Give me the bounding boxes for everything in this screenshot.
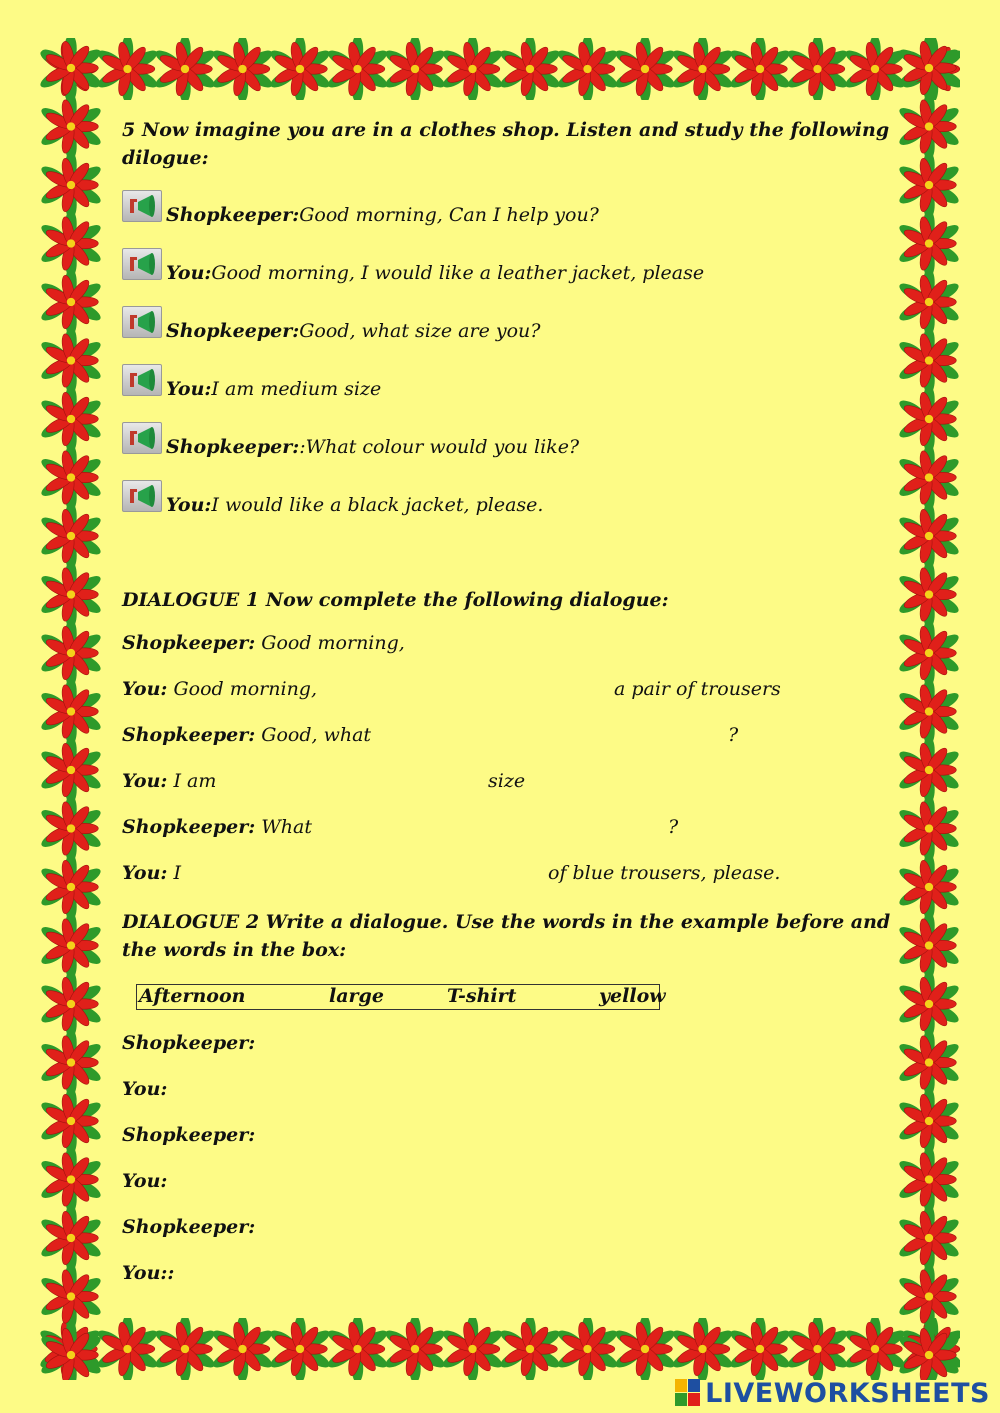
poinsettia-flower-icon: [898, 1029, 960, 1097]
poinsettia-flower-icon: [613, 1318, 677, 1380]
poinsettia-flower-icon: [898, 970, 960, 1038]
poinsettia-flower-icon: [898, 912, 960, 980]
poinsettia-flower-icon: [40, 444, 102, 512]
poinsettia-flower-icon: [40, 736, 102, 804]
poinsettia-flower-icon: [898, 268, 960, 336]
example-text: I would like a black jacket, please.: [211, 494, 544, 516]
dialogue-1-tail: size: [488, 770, 526, 792]
example-line-3: [122, 306, 540, 342]
poinsettia-flower-icon: [555, 1318, 619, 1380]
megaphone-icon[interactable]: [122, 364, 162, 396]
poinsettia-flower-icon: [40, 970, 102, 1038]
poinsettia-flower-icon: [898, 1146, 960, 1214]
poinsettia-flower-icon: [670, 38, 734, 100]
poinsettia-border-top: [40, 38, 960, 100]
dialogue-1-line: [122, 632, 405, 654]
poinsettia-flower-icon: [268, 38, 332, 100]
example-text: Good, what size are you?: [299, 320, 541, 342]
poinsettia-flower-icon: [95, 1318, 159, 1380]
poinsettia-flower-icon: [898, 210, 960, 278]
word-box: [136, 984, 666, 1010]
poinsettia-flower-icon: [40, 268, 102, 336]
example-text: Good morning, I would like a leather jacket, please: [211, 262, 705, 284]
dialogue-1-speaker: You:: [122, 770, 168, 792]
poinsettia-flower-icon: [153, 1318, 217, 1380]
poinsettia-flower-icon: [670, 1318, 734, 1380]
example-line-6: [122, 480, 543, 516]
example-text: I am medium size: [211, 378, 382, 400]
poinsettia-flower-icon: [40, 93, 102, 161]
word-box-item: large: [329, 985, 384, 1007]
poinsettia-flower-icon: [898, 502, 960, 570]
dialogue-1-text: What: [255, 816, 313, 838]
example-line-2: [122, 248, 704, 284]
poinsettia-flower-icon: [40, 1204, 102, 1272]
dialogue-1-tail: a pair of trousers: [614, 678, 781, 700]
poinsettia-flower-icon: [40, 561, 102, 629]
example-text: Good morning, Can I help you?: [299, 204, 599, 226]
dialogue-1-tail: ?: [728, 724, 739, 746]
poinsettia-flower-icon: [95, 38, 159, 100]
poinsettia-flower-icon: [325, 38, 389, 100]
word-box-item: Afternoon: [139, 985, 246, 1007]
poinsettia-flower-icon: [325, 1318, 389, 1380]
poinsettia-border-bottom: [40, 1318, 960, 1380]
dialogue-1-speaker: Shopkeeper:: [122, 632, 256, 654]
example-speaker: You:: [166, 262, 212, 284]
dialogue-2-speaker: Shopkeeper:: [122, 1032, 256, 1054]
poinsettia-flower-icon: [613, 38, 677, 100]
poinsettia-flower-icon: [898, 619, 960, 687]
poinsettia-flower-icon: [268, 1318, 332, 1380]
example-speaker: You:: [166, 494, 212, 516]
dialogue-1-line: [122, 724, 912, 746]
poinsettia-flower-icon: [898, 93, 960, 161]
example-line-4: [122, 364, 381, 400]
dialogue-2-speaker: You:: [122, 1170, 168, 1192]
poinsettia-flower-icon: [40, 385, 102, 453]
example-speaker: You:: [166, 378, 212, 400]
poinsettia-flower-icon: [383, 38, 447, 100]
megaphone-icon[interactable]: [122, 480, 162, 512]
poinsettia-flower-icon: [898, 1087, 960, 1155]
poinsettia-flower-icon: [785, 38, 849, 100]
poinsettia-flower-icon: [40, 678, 102, 746]
dialogue-1-text: Good morning,: [167, 678, 318, 700]
example-line-5: [122, 422, 579, 458]
poinsettia-flower-icon: [898, 444, 960, 512]
poinsettia-flower-icon: [728, 1318, 792, 1380]
dialogue-1-line: [122, 862, 912, 884]
example-speaker: Shopkeeper:: [166, 320, 300, 342]
megaphone-icon[interactable]: [122, 248, 162, 280]
dialogue-1-text: I am: [167, 770, 217, 792]
dialogue-1-text: Good morning,: [255, 632, 405, 654]
word-box-item: T-shirt: [447, 985, 517, 1007]
dialogue-1-speaker: Shopkeeper:: [122, 724, 256, 746]
poinsettia-flower-icon: [898, 561, 960, 629]
example-line-1: [122, 190, 599, 226]
exercise-heading: 5 Now imagine you are in a clothes shop. Listen and study the following dilogue:: [122, 119, 890, 169]
dialogue-1-title: DIALOGUE 1 Now complete the following dialogue:: [122, 589, 669, 611]
poinsettia-flower-icon: [40, 327, 102, 395]
poinsettia-flower-icon: [440, 38, 504, 100]
poinsettia-flower-icon: [40, 619, 102, 687]
poinsettia-flower-icon: [40, 502, 102, 570]
poinsettia-flower-icon: [40, 1029, 102, 1097]
poinsettia-flower-icon: [40, 210, 102, 278]
megaphone-icon[interactable]: [122, 422, 162, 454]
poinsettia-flower-icon: [40, 1263, 102, 1331]
poinsettia-border-right: [898, 38, 960, 1380]
liveworksheets-logo-icon: [675, 1379, 701, 1407]
megaphone-icon[interactable]: [122, 306, 162, 338]
dialogue-1-line: [122, 678, 912, 700]
dialogue-1-tail: ?: [668, 816, 679, 838]
poinsettia-flower-icon: [383, 1318, 447, 1380]
poinsettia-flower-icon: [40, 38, 102, 102]
word-box-item: yellow: [599, 985, 666, 1007]
example-speaker: Shopkeeper:: [166, 204, 300, 226]
poinsettia-flower-icon: [440, 1318, 504, 1380]
poinsettia-flower-icon: [40, 1087, 102, 1155]
dialogue-1-line: [122, 816, 912, 838]
dialogue-1-speaker: You:: [122, 862, 168, 884]
poinsettia-flower-icon: [898, 385, 960, 453]
dialogue-2-speaker: Shopkeeper:: [122, 1216, 256, 1238]
liveworksheets-logo[interactable]: [675, 1377, 990, 1409]
dialogue-1-line: [122, 770, 912, 792]
megaphone-icon[interactable]: [122, 190, 162, 222]
dialogue-2-speaker: You::: [122, 1262, 175, 1284]
poinsettia-flower-icon: [210, 1318, 274, 1380]
poinsettia-flower-icon: [898, 1321, 960, 1380]
poinsettia-flower-icon: [555, 38, 619, 100]
poinsettia-flower-icon: [728, 38, 792, 100]
example-speaker: Shopkeeper:: [166, 436, 300, 458]
dialogue-1-text: Good, what: [255, 724, 372, 746]
poinsettia-flower-icon: [153, 38, 217, 100]
poinsettia-flower-icon: [40, 912, 102, 980]
dialogue-1-tail: of blue trousers, please.: [548, 862, 781, 884]
dialogue-2-title: DIALOGUE 2 Write a dialogue. Use the words in the example before and the words in the box:: [122, 911, 891, 961]
example-text: :What colour would you like?: [299, 436, 580, 458]
poinsettia-flower-icon: [40, 1321, 102, 1380]
poinsettia-border-left: [40, 38, 102, 1380]
poinsettia-flower-icon: [898, 38, 960, 102]
poinsettia-flower-icon: [40, 853, 102, 921]
poinsettia-flower-icon: [785, 1318, 849, 1380]
logo-text: LIVEWORKSHEETS: [705, 1377, 990, 1409]
poinsettia-flower-icon: [498, 1318, 562, 1380]
poinsettia-flower-icon: [40, 151, 102, 219]
dialogue-2-speaker: You:: [122, 1078, 168, 1100]
poinsettia-flower-icon: [498, 38, 562, 100]
poinsettia-flower-icon: [898, 327, 960, 395]
dialogue-2-speaker: Shopkeeper:: [122, 1124, 256, 1146]
dialogue-1-speaker: You:: [122, 678, 168, 700]
dialogue-1-text: I: [167, 862, 181, 884]
poinsettia-flower-icon: [40, 795, 102, 863]
poinsettia-flower-icon: [898, 151, 960, 219]
poinsettia-flower-icon: [898, 1204, 960, 1272]
dialogue-1-speaker: Shopkeeper:: [122, 816, 256, 838]
poinsettia-flower-icon: [210, 38, 274, 100]
poinsettia-flower-icon: [898, 1263, 960, 1331]
poinsettia-flower-icon: [40, 1146, 102, 1214]
